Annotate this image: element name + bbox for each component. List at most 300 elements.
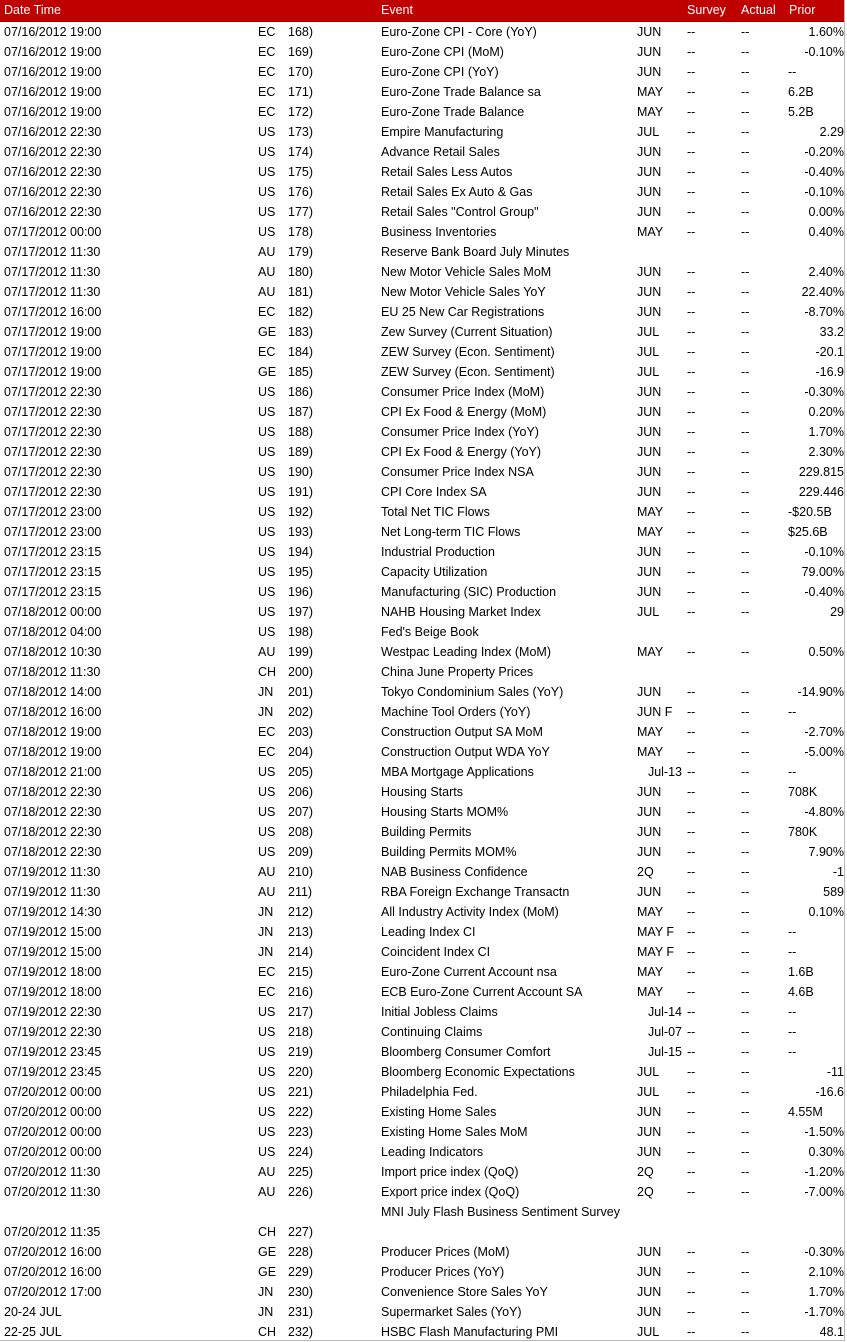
cell-region: EC: [258, 105, 276, 119]
cell-actual: --: [741, 1265, 750, 1279]
cell-period: JUL: [637, 1325, 660, 1339]
table-row[interactable]: [0, 1142, 844, 1162]
cell-survey: --: [687, 645, 696, 659]
cell-survey: --: [687, 465, 696, 479]
cell-region: JN: [258, 1305, 274, 1319]
cell-prior: -11: [826, 1065, 844, 1079]
cell-ticker-number: 212): [288, 905, 314, 919]
cell-survey: --: [687, 905, 696, 919]
cell-actual: --: [741, 825, 750, 839]
cell-date-time: 07/17/2012 22:30: [4, 445, 102, 459]
table-row[interactable]: [0, 962, 844, 982]
cell-region: CH: [258, 665, 277, 679]
cell-event: Producer Prices (YoY): [381, 1265, 505, 1279]
table-row[interactable]: [0, 542, 844, 562]
cell-ticker-number: 226): [288, 1185, 314, 1199]
table-row[interactable]: [0, 222, 844, 242]
cell-actual: --: [741, 125, 750, 139]
cell-date-time: 07/20/2012 11:30: [4, 1185, 101, 1199]
cell-survey: --: [687, 445, 696, 459]
cell-region: US: [258, 485, 276, 499]
cell-survey: --: [687, 125, 696, 139]
table-row[interactable]: [0, 502, 844, 522]
cell-period: MAY: [637, 745, 664, 759]
cell-date-time: 07/17/2012 19:00: [4, 345, 102, 359]
cell-survey: --: [687, 745, 696, 759]
cell-survey: --: [687, 325, 696, 339]
cell-event: Initial Jobless Claims: [381, 1005, 498, 1019]
cell-region: US: [258, 585, 276, 599]
cell-event: Fed's Beige Book: [381, 625, 479, 639]
table-row[interactable]: [0, 822, 844, 842]
cell-survey: --: [687, 805, 696, 819]
cell-survey: --: [687, 945, 696, 959]
cell-region: GE: [258, 325, 277, 339]
header-event[interactable]: Event: [381, 3, 413, 17]
cell-ticker-number: 191): [288, 485, 314, 499]
cell-event: Retail Sales Ex Auto & Gas: [381, 185, 533, 199]
cell-period: JUN: [637, 1125, 662, 1139]
cell-event: ZEW Survey (Econ. Sentiment): [381, 345, 555, 359]
table-row[interactable]: [0, 402, 844, 422]
cell-prior: -0.30%: [804, 1245, 844, 1259]
cell-period: Jul-14: [647, 1005, 682, 1019]
cell-ticker-number: 172): [288, 105, 314, 119]
cell-event: All Industry Activity Index (MoM): [381, 905, 559, 919]
table-row[interactable]: [0, 182, 844, 202]
cell-period: JUN: [637, 425, 662, 439]
table-row[interactable]: [0, 1302, 844, 1322]
cell-event: Building Permits MOM%: [381, 845, 517, 859]
table-row[interactable]: [0, 702, 844, 722]
cell-ticker-number: 218): [288, 1025, 314, 1039]
cell-event: Bloomberg Consumer Comfort: [381, 1045, 551, 1059]
cell-ticker-number: 173): [288, 125, 314, 139]
cell-period: JUN: [637, 565, 662, 579]
cell-region: US: [258, 1065, 276, 1079]
cell-event: Construction Output SA MoM: [381, 725, 543, 739]
cell-period: Jul-13: [647, 765, 682, 779]
cell-survey: --: [687, 885, 696, 899]
table-row[interactable]: [0, 162, 844, 182]
table-row[interactable]: [0, 622, 844, 642]
cell-prior: -5.00%: [804, 745, 844, 759]
cell-period: JUN: [637, 585, 662, 599]
table-row[interactable]: [0, 342, 844, 362]
cell-ticker-number: 210): [288, 865, 314, 879]
table-row[interactable]: [0, 842, 844, 862]
cell-prior: -0.20%: [804, 145, 844, 159]
cell-prior: -0.10%: [804, 545, 844, 559]
cell-region: US: [258, 1145, 276, 1159]
table-row[interactable]: [0, 482, 844, 502]
cell-ticker-number: 203): [288, 725, 314, 739]
table-row[interactable]: [0, 1162, 844, 1182]
cell-actual: --: [741, 445, 750, 459]
cell-actual: --: [741, 1045, 750, 1059]
cell-period: MAY: [637, 85, 664, 99]
cell-ticker-number: 189): [288, 445, 314, 459]
cell-date-time: 22-25 JUL: [4, 1325, 62, 1339]
cell-actual: --: [741, 885, 750, 899]
cell-region: US: [258, 565, 276, 579]
header-actual[interactable]: Actual: [741, 3, 776, 17]
cell-actual: --: [741, 325, 750, 339]
cell-actual: --: [741, 225, 750, 239]
table-row[interactable]: [0, 862, 844, 882]
cell-prior: 0.30%: [808, 1145, 844, 1159]
cell-prior: -4.80%: [804, 805, 844, 819]
cell-ticker-number: 177): [288, 205, 314, 219]
cell-actual: --: [741, 365, 750, 379]
cell-period: JUN: [637, 45, 662, 59]
cell-event: Euro-Zone CPI (YoY): [381, 65, 499, 79]
cell-ticker-number: 209): [288, 845, 314, 859]
cell-actual: --: [741, 1005, 750, 1019]
table-row[interactable]: [0, 1242, 844, 1262]
table-row[interactable]: [0, 782, 844, 802]
cell-event: Consumer Price Index (YoY): [381, 425, 539, 439]
cell-date-time: 07/19/2012 11:30: [4, 885, 101, 899]
cell-region: AU: [258, 1185, 276, 1199]
cell-region: EC: [258, 85, 276, 99]
cell-date-time: 07/17/2012 16:00: [4, 305, 102, 319]
cell-event: Manufacturing (SIC) Production: [381, 585, 557, 599]
cell-date-time: 07/17/2012 00:00: [4, 225, 102, 239]
cell-prior: 6.2B: [788, 85, 814, 99]
cell-event: Leading Index CI: [381, 925, 476, 939]
table-row[interactable]: [0, 942, 844, 962]
cell-survey: --: [687, 1325, 696, 1339]
cell-period: JUN: [637, 465, 662, 479]
table-row[interactable]: [0, 102, 844, 122]
cell-region: US: [258, 625, 276, 639]
cell-date-time: 07/17/2012 19:00: [4, 365, 102, 379]
table-row[interactable]: [0, 1282, 844, 1302]
cell-prior: -0.10%: [804, 185, 844, 199]
cell-region: EC: [258, 745, 276, 759]
cell-actual: --: [741, 505, 750, 519]
cell-ticker-number: 181): [288, 285, 314, 299]
cell-date-time: 07/16/2012 22:30: [4, 145, 102, 159]
cell-period: MAY: [637, 225, 664, 239]
cell-region: JN: [258, 1285, 274, 1299]
cell-region: EC: [258, 725, 276, 739]
cell-prior: -16.9: [815, 365, 844, 379]
cell-ticker-number: 182): [288, 305, 314, 319]
header-survey[interactable]: Survey: [687, 3, 726, 17]
cell-event: ZEW Survey (Econ. Sentiment): [381, 365, 555, 379]
cell-survey: --: [687, 605, 696, 619]
cell-ticker-number: 180): [288, 265, 314, 279]
header-date-time[interactable]: Date Time: [4, 3, 61, 17]
table-row[interactable]: [0, 382, 844, 402]
cell-period: JUL: [637, 325, 660, 339]
table-row[interactable]: [0, 302, 844, 322]
table-row[interactable]: [0, 1062, 844, 1082]
cell-region: JN: [258, 905, 274, 919]
cell-survey: --: [687, 1185, 696, 1199]
cell-region: US: [258, 145, 276, 159]
table-row[interactable]: [0, 982, 844, 1002]
table-row[interactable]: [0, 122, 844, 142]
cell-ticker-number: 214): [288, 945, 314, 959]
cell-ticker-number: 168): [288, 25, 314, 39]
cell-period: JUN: [637, 845, 662, 859]
table-row[interactable]: [0, 282, 844, 302]
table-row[interactable]: [0, 82, 844, 102]
cell-prior: --: [788, 945, 797, 959]
table-row[interactable]: [0, 682, 844, 702]
cell-period: JUN: [637, 1105, 662, 1119]
table-row[interactable]: [0, 1002, 844, 1022]
cell-actual: --: [741, 1065, 750, 1079]
cell-date-time: 07/18/2012 14:00: [4, 685, 102, 699]
cell-region: AU: [258, 245, 276, 259]
cell-region: US: [258, 505, 276, 519]
cell-actual: --: [741, 1185, 750, 1199]
cell-survey: --: [687, 305, 696, 319]
table-row[interactable]: [0, 42, 844, 62]
cell-actual: --: [741, 165, 750, 179]
cell-ticker-number: 202): [288, 705, 314, 719]
cell-date-time: 07/16/2012 19:00: [4, 65, 102, 79]
cell-prior: --: [788, 925, 797, 939]
cell-period: JUN: [637, 545, 662, 559]
cell-ticker-number: 215): [288, 965, 314, 979]
table-row[interactable]: [0, 762, 844, 782]
cell-ticker-number: 224): [288, 1145, 314, 1159]
table-row[interactable]: [0, 62, 844, 82]
cell-prior: -16.6: [815, 1085, 844, 1099]
cell-ticker-number: 232): [288, 1325, 314, 1339]
cell-region: US: [258, 805, 276, 819]
cell-event: Industrial Production: [381, 545, 495, 559]
cell-actual: --: [741, 805, 750, 819]
table-row[interactable]: [0, 362, 844, 382]
cell-region: US: [258, 545, 276, 559]
table-row[interactable]: [0, 22, 844, 42]
cell-region: US: [258, 125, 276, 139]
table-row[interactable]: [0, 522, 844, 542]
cell-date-time: 07/16/2012 19:00: [4, 25, 102, 39]
table-row[interactable]: [0, 722, 844, 742]
table-row[interactable]: [0, 422, 844, 442]
table-row[interactable]: [0, 922, 844, 942]
cell-date-time: 07/19/2012 22:30: [4, 1005, 102, 1019]
table-row[interactable]: [0, 582, 844, 602]
cell-ticker-number: 192): [288, 505, 314, 519]
cell-event: Construction Output WDA YoY: [381, 745, 550, 759]
table-row[interactable]: [0, 242, 844, 262]
table-row[interactable]: [0, 202, 844, 222]
header-prior[interactable]: Prior: [789, 3, 816, 17]
cell-actual: --: [741, 1085, 750, 1099]
cell-date-time: 07/16/2012 19:00: [4, 105, 102, 119]
cell-region: AU: [258, 285, 276, 299]
cell-date-time: 07/17/2012 22:30: [4, 425, 102, 439]
cell-prior: 1.70%: [808, 425, 844, 439]
cell-region: EC: [258, 965, 276, 979]
cell-period: JUN: [637, 305, 662, 319]
table-row[interactable]: [0, 1022, 844, 1042]
table-row[interactable]: [0, 802, 844, 822]
cell-ticker-number: 207): [288, 805, 314, 819]
cell-period: Jul-15: [647, 1045, 682, 1059]
cell-ticker-number: 220): [288, 1065, 314, 1079]
cell-period: JUN: [637, 405, 662, 419]
cell-survey: --: [687, 1125, 696, 1139]
cell-actual: --: [741, 565, 750, 579]
cell-event: NAHB Housing Market Index: [381, 605, 541, 619]
cell-date-time: 07/17/2012 22:30: [4, 385, 102, 399]
cell-region: EC: [258, 345, 276, 359]
cell-event: Retail Sales Less Autos: [381, 165, 513, 179]
cell-period: JUN: [637, 1265, 662, 1279]
cell-survey: --: [687, 285, 696, 299]
cell-ticker-number: 196): [288, 585, 314, 599]
cell-event: Euro-Zone CPI (MoM): [381, 45, 504, 59]
cell-survey: --: [687, 225, 696, 239]
cell-date-time: 07/20/2012 00:00: [4, 1105, 102, 1119]
cell-event: Import price index (QoQ): [381, 1165, 519, 1179]
table-row[interactable]: [0, 882, 844, 902]
cell-period: MAY: [637, 985, 664, 999]
cell-ticker-number: 217): [288, 1005, 314, 1019]
cell-date-time: 07/17/2012 23:00: [4, 505, 102, 519]
cell-ticker-number: 193): [288, 525, 314, 539]
table-row[interactable]: [0, 462, 844, 482]
cell-prior: 4.6B: [788, 985, 814, 999]
cell-survey: --: [687, 1045, 696, 1059]
cell-date-time: 07/18/2012 22:30: [4, 845, 102, 859]
cell-event: Coincident Index CI: [381, 945, 491, 959]
table-row[interactable]: [0, 442, 844, 462]
cell-period: JUL: [637, 125, 660, 139]
cell-period: Jul-07: [647, 1025, 682, 1039]
cell-event: Zew Survey (Current Situation): [381, 325, 553, 339]
cell-period: JUN: [637, 885, 662, 899]
cell-region: US: [258, 385, 276, 399]
cell-prior: --: [788, 765, 797, 779]
table-row[interactable]: [0, 1202, 844, 1242]
table-row[interactable]: [0, 902, 844, 922]
cell-actual: --: [741, 65, 750, 79]
cell-date-time: 07/19/2012 14:30: [4, 905, 102, 919]
cell-date-time: 07/18/2012 22:30: [4, 825, 102, 839]
cell-ticker-number: 194): [288, 545, 314, 559]
cell-survey: --: [687, 1025, 696, 1039]
cell-period: JUN: [637, 685, 662, 699]
table-row[interactable]: [0, 322, 844, 342]
cell-region: AU: [258, 865, 276, 879]
cell-ticker-number: 228): [288, 1245, 314, 1259]
cell-prior: [760, 242, 844, 262]
cell-actual: --: [741, 985, 750, 999]
cell-date-time: 07/18/2012 10:30: [4, 645, 102, 659]
cell-ticker-number: 176): [288, 185, 314, 199]
table-row[interactable]: [0, 1322, 844, 1342]
cell-ticker-number: 170): [288, 65, 314, 79]
cell-actual: --: [741, 385, 750, 399]
cell-region: GE: [258, 1265, 277, 1279]
table-row[interactable]: [0, 1042, 844, 1062]
cell-period: JUN: [637, 445, 662, 459]
cell-survey: --: [687, 205, 696, 219]
table-row[interactable]: [0, 262, 844, 282]
cell-period: JUN: [637, 285, 662, 299]
cell-date-time: 07/20/2012 00:00: [4, 1085, 102, 1099]
cell-actual: --: [741, 1325, 750, 1339]
cell-region: CH: [258, 1325, 277, 1339]
cell-survey: --: [687, 425, 696, 439]
table-row[interactable]: [0, 1082, 844, 1102]
table-row[interactable]: [0, 602, 844, 622]
cell-ticker-number: 183): [288, 325, 314, 339]
cell-date-time: 07/17/2012 11:30: [4, 265, 101, 279]
cell-actual: --: [741, 205, 750, 219]
cell-region: US: [258, 1085, 276, 1099]
cell-prior: -20.1: [815, 345, 844, 359]
cell-prior: -14.90%: [797, 685, 844, 699]
cell-prior: 2.29: [819, 125, 844, 139]
cell-date-time: 07/18/2012 19:00: [4, 725, 102, 739]
cell-event: Bloomberg Economic Expectations: [381, 1065, 575, 1079]
cell-survey: --: [687, 505, 696, 519]
cell-period: MAY: [637, 725, 664, 739]
table-row[interactable]: [0, 1262, 844, 1282]
cell-event: Consumer Price Index NSA: [381, 465, 534, 479]
cell-event: Consumer Price Index (MoM): [381, 385, 545, 399]
cell-date-time: 07/16/2012 19:00: [4, 45, 102, 59]
table-row[interactable]: [0, 1182, 844, 1202]
table-row[interactable]: [0, 1122, 844, 1142]
cell-prior: [760, 662, 844, 682]
cell-prior: 29: [830, 605, 844, 619]
cell-event: Euro-Zone Current Account nsa: [381, 965, 557, 979]
cell-survey: --: [687, 985, 696, 999]
cell-event: ECB Euro-Zone Current Account SA: [381, 985, 583, 999]
cell-region: AU: [258, 885, 276, 899]
cell-date-time: 07/19/2012 15:00: [4, 925, 102, 939]
cell-date-time: 20-24 JUL: [4, 1305, 62, 1319]
cell-survey: --: [687, 145, 696, 159]
cell-prior: 229.446: [798, 485, 844, 499]
cell-date-time: 07/20/2012 16:00: [4, 1265, 102, 1279]
cell-event: Tokyo Condominium Sales (YoY): [381, 685, 564, 699]
cell-event: Euro-Zone Trade Balance: [381, 105, 525, 119]
cell-period: JUN: [637, 485, 662, 499]
cell-prior: -$20.5B: [788, 505, 832, 519]
table-row[interactable]: [0, 742, 844, 762]
cell-ticker-number: 186): [288, 385, 314, 399]
cell-date-time: 07/20/2012 16:00: [4, 1245, 102, 1259]
cell-event: CPI Core Index SA: [381, 485, 487, 499]
table-row[interactable]: [0, 1102, 844, 1122]
cell-survey: --: [687, 765, 696, 779]
cell-event: CPI Ex Food & Energy (YoY): [381, 445, 542, 459]
table-row[interactable]: [0, 562, 844, 582]
table-row[interactable]: [0, 142, 844, 162]
table-row[interactable]: [0, 662, 844, 682]
cell-actual: --: [741, 285, 750, 299]
cell-event: Convenience Store Sales YoY: [381, 1285, 548, 1299]
cell-actual: --: [741, 525, 750, 539]
cell-date-time: 07/17/2012 11:30: [4, 245, 101, 259]
cell-ticker-number: 206): [288, 785, 314, 799]
cell-prior: -7.00%: [804, 1185, 844, 1199]
table-row[interactable]: [0, 642, 844, 662]
